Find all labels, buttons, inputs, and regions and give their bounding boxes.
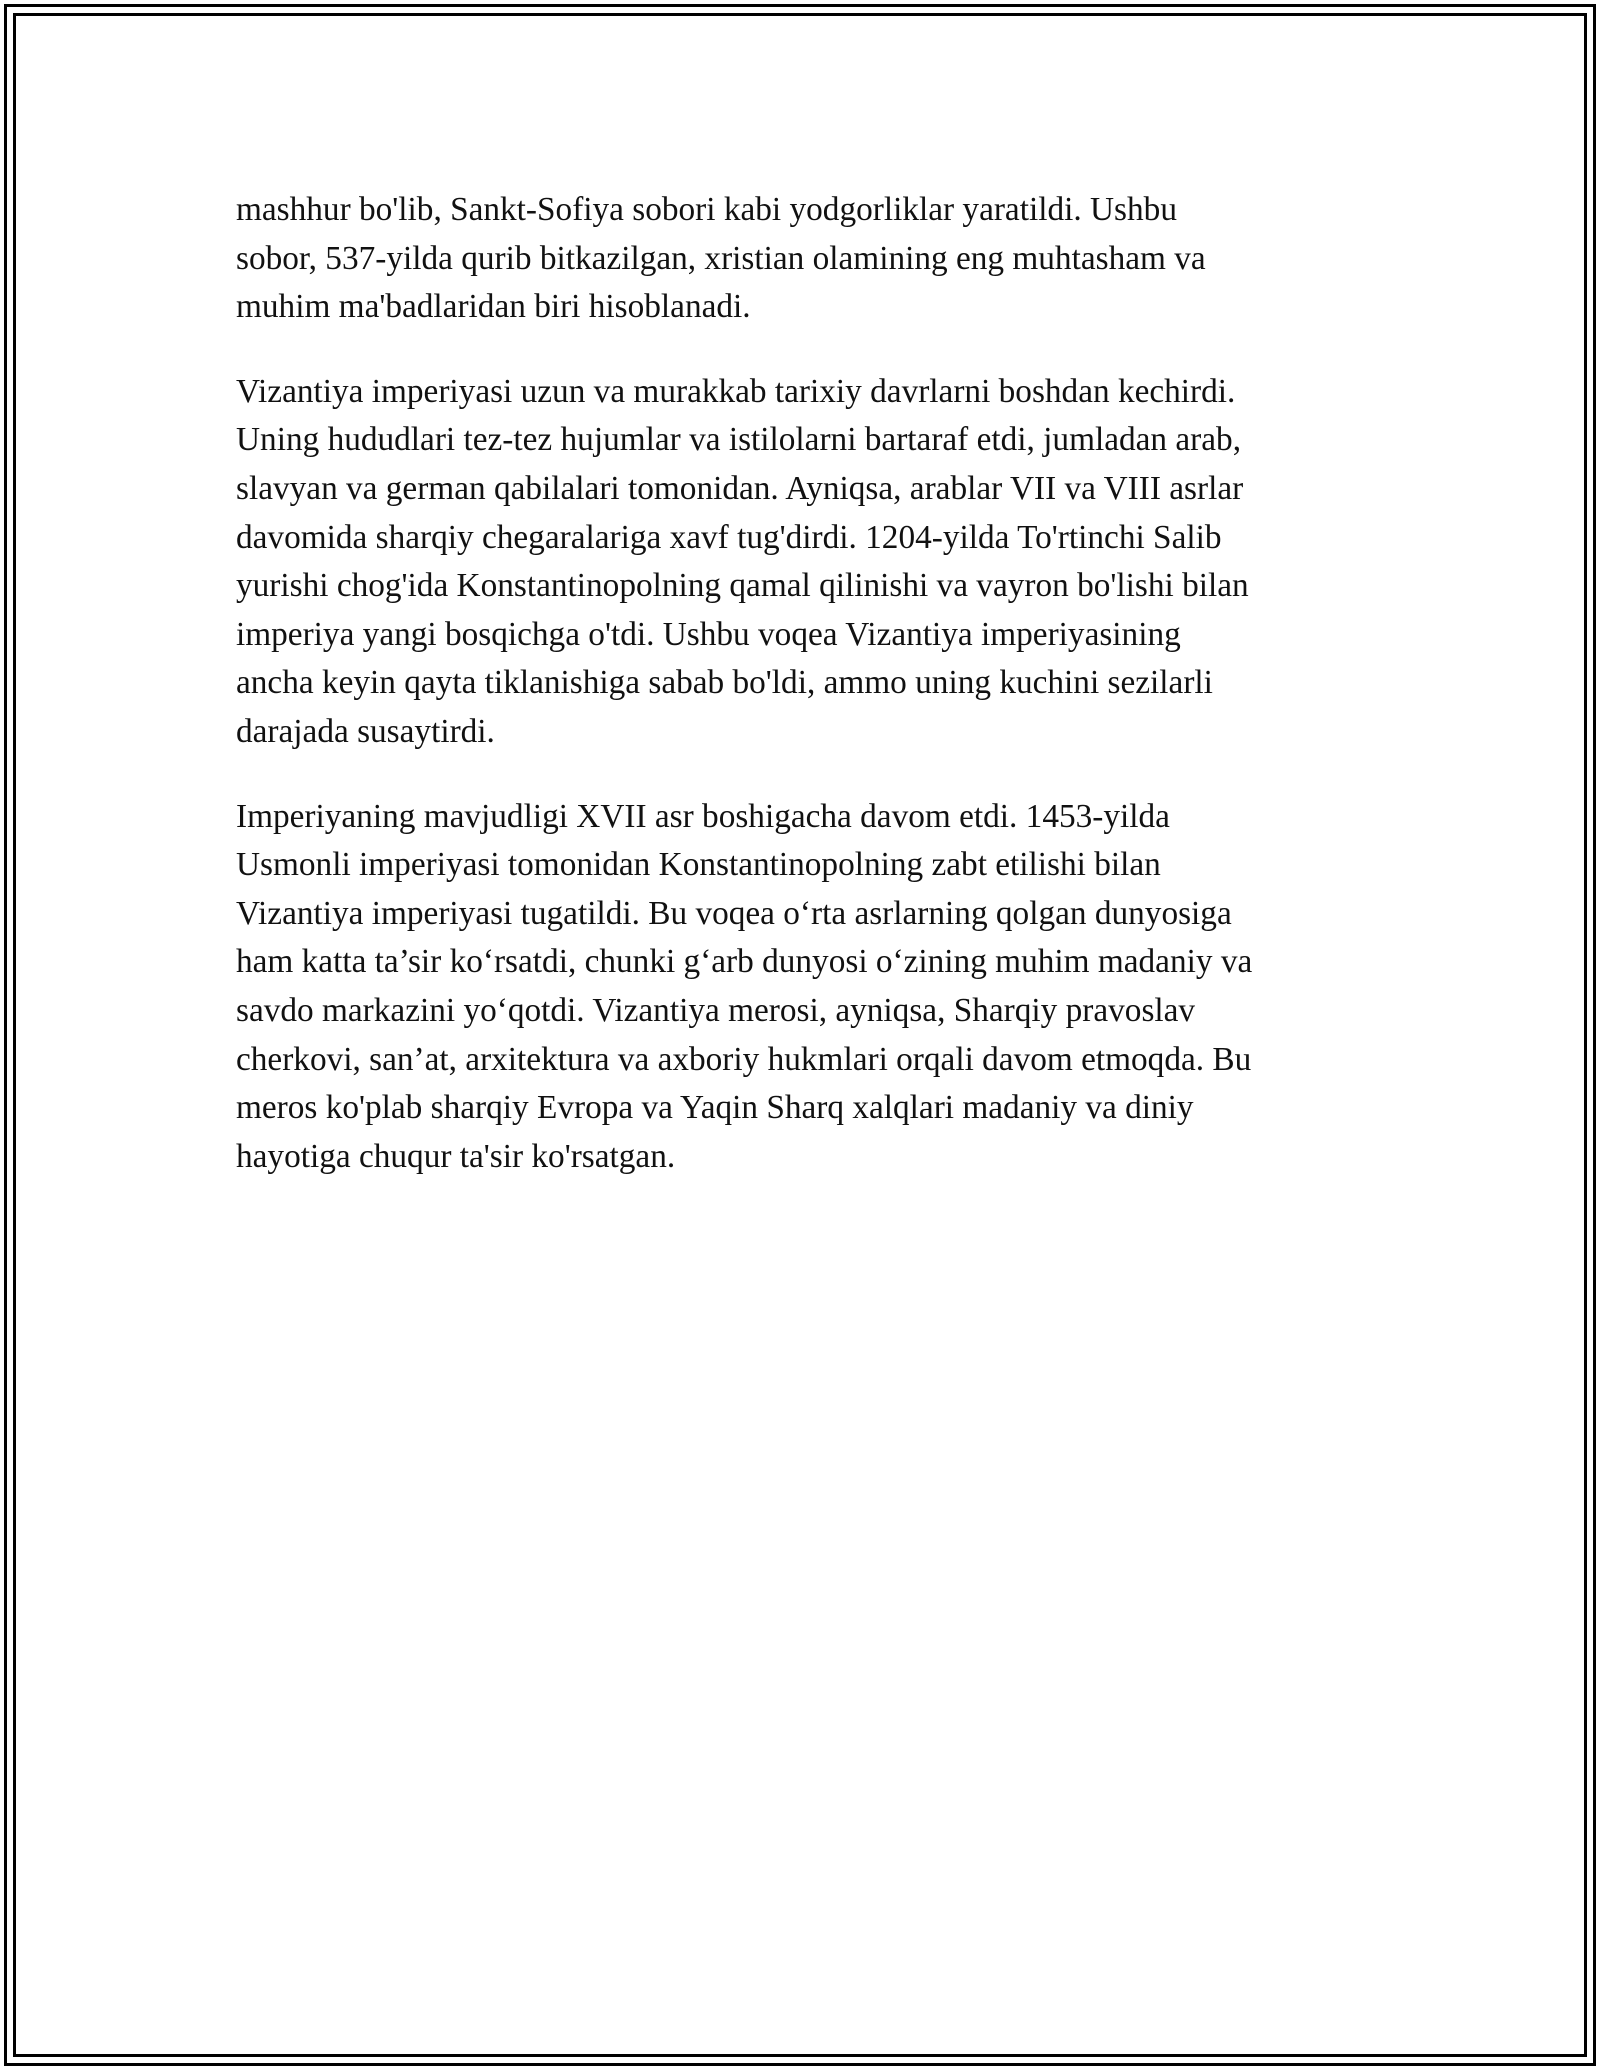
document-body	[236, 186, 1364, 1217]
paragraph-empire-history: Vizantiya imperiyasi uzun va murakkab tarixiy davrlarni boshdan kechirdi. Uning hududlari tez-tez hujumlar va istilolarni bartaraf etdi, jumladan arab, slavyan va german qabilalari tomonidan. Ayniqsa, arablar VII va VIII asrlar davomida sharqiy chegaralariga xavf tug'dirdi. 1204-yilda To'rtinchi Salib yurishi chog'ida Konstantinopolning qamal qilinishi va vayron bo'lishi bilan imperiya yangi bosqichga o'tdi. Ushbu voqea Vizantiya imperiyasining ancha keyin qayta tiklanishiga sabab bo'ldi, ammo uning kuchini sezilarli darajada susaytirdi.	[236, 372, 1249, 750]
paragraph-empire-fall: Imperiyaning mavjudligi XVII asr boshigacha davom etdi. 1453-yilda Usmonli imperiyasi tomonidan Konstantinopolning zabt etilishi bilan Vizantiya imperiyasi tugatildi. Bu voqea o‘rta asrlarning qolgan dunyosiga ham katta ta’sir ko‘rsatdi, chunki g‘arb dunyosi o‘zining muhim madaniy va savdo markazini yo‘qotdi. Vizantiya merosi, ayniqsa, Sharqiy pravoslav cherkovi, san’at, arxitektura va axboriy hukmlari orqali davom etmoqda. Bu meros ko'plab sharqiy Evropa va Yaqin Sharq xalqlari madaniy va diniy hayotiga chuqur ta'sir ko'rsatgan.	[236, 797, 1253, 1175]
paragraph-sankt-sofiya: mashhur bo'lib, Sankt-Sofiya sobori kabi yodgorliklar yaratildi. Ushbu sobor, 537-yilda qurib bitkazilgan, xristian olamining eng muhtasham va muhim ma'badlaridan biri hisoblanadi.	[236, 191, 1206, 326]
